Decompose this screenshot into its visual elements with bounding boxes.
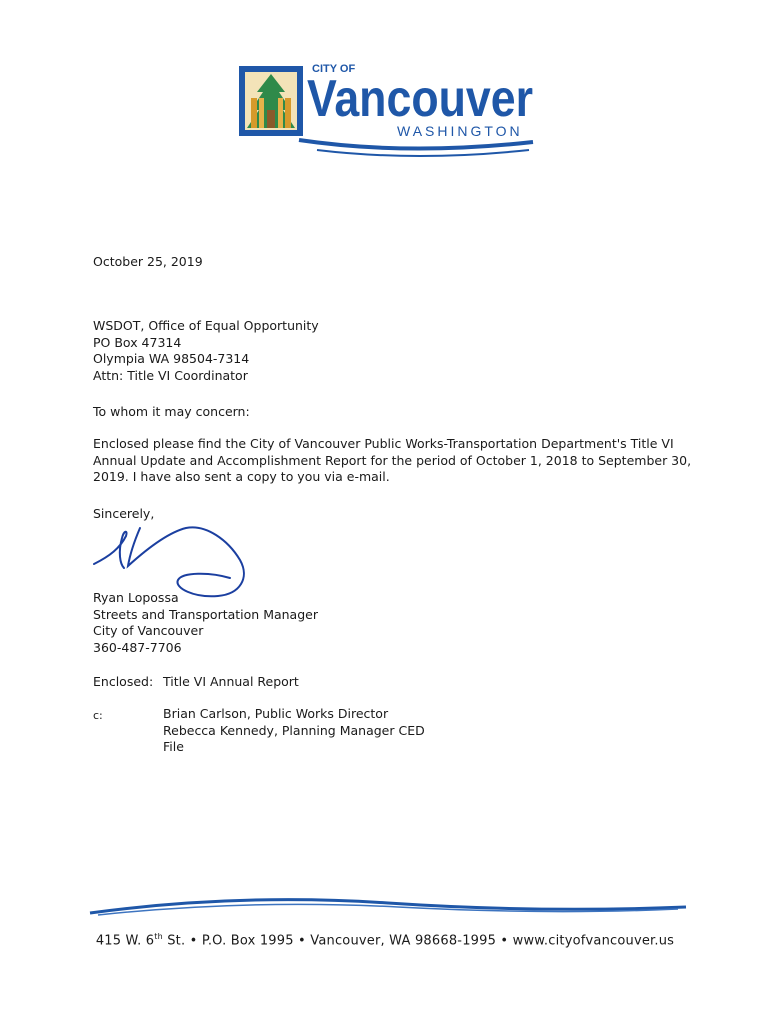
cc-item: Brian Carlson, Public Works Director xyxy=(163,706,389,721)
logo-state: WASHINGTON xyxy=(397,123,523,139)
tree-emblem-icon xyxy=(239,66,303,136)
footer-street: 415 W. 6 xyxy=(95,933,155,949)
address-line: Attn: Title VI Coordinator xyxy=(93,367,248,383)
letter-date: October 25, 2019 xyxy=(93,254,203,269)
city-of-vancouver-logo xyxy=(237,58,537,158)
signer-org: City of Vancouver xyxy=(93,623,204,638)
salutation: To whom it may concern: xyxy=(93,404,250,419)
footer-swoosh xyxy=(88,893,688,933)
cc-item: Rebecca Kennedy, Planning Manager CED xyxy=(163,722,425,738)
cc-item: File xyxy=(163,739,184,754)
closing: Sincerely, xyxy=(93,506,155,521)
body-line: 2019. I have also sent a copy to you via e-mail. xyxy=(93,469,390,484)
address-line: WSDOT, Office of Equal Opportunity xyxy=(93,318,319,333)
enclosed-value: Title VI Annual Report xyxy=(163,674,299,689)
signer-title: Streets and Transportation Manager xyxy=(93,606,318,622)
cc-list xyxy=(163,706,425,756)
signer-name: Ryan Lopossa xyxy=(93,590,179,605)
address-line: Olympia WA 98504-7314 xyxy=(93,351,250,366)
body-paragraph xyxy=(93,436,692,486)
footer-rest: St. • P.O. Box 1995 • Vancouver, WA 98668-1995 • www.cityofvancouver.us xyxy=(162,933,675,949)
logo-city-of: CITY OF xyxy=(312,63,356,75)
address-line: PO Box 47314 xyxy=(93,334,182,350)
body-line: Annual Update and Accomplishment Report for the period of October 1, 2018 to September 30, xyxy=(93,452,692,468)
address-block xyxy=(93,318,319,384)
logo-name: Vancouver xyxy=(307,70,533,128)
signer-block xyxy=(93,590,318,656)
body-line: Enclosed please find the City of Vancouver Public Works-Transportation Department's Title VI xyxy=(93,436,674,451)
cc-label: c: xyxy=(93,709,103,722)
enclosed-label: Enclosed: xyxy=(93,674,154,689)
footer-address xyxy=(0,932,770,948)
signer-phone: 360-487-7706 xyxy=(93,639,182,655)
footer-street-suffix: th xyxy=(154,932,163,941)
